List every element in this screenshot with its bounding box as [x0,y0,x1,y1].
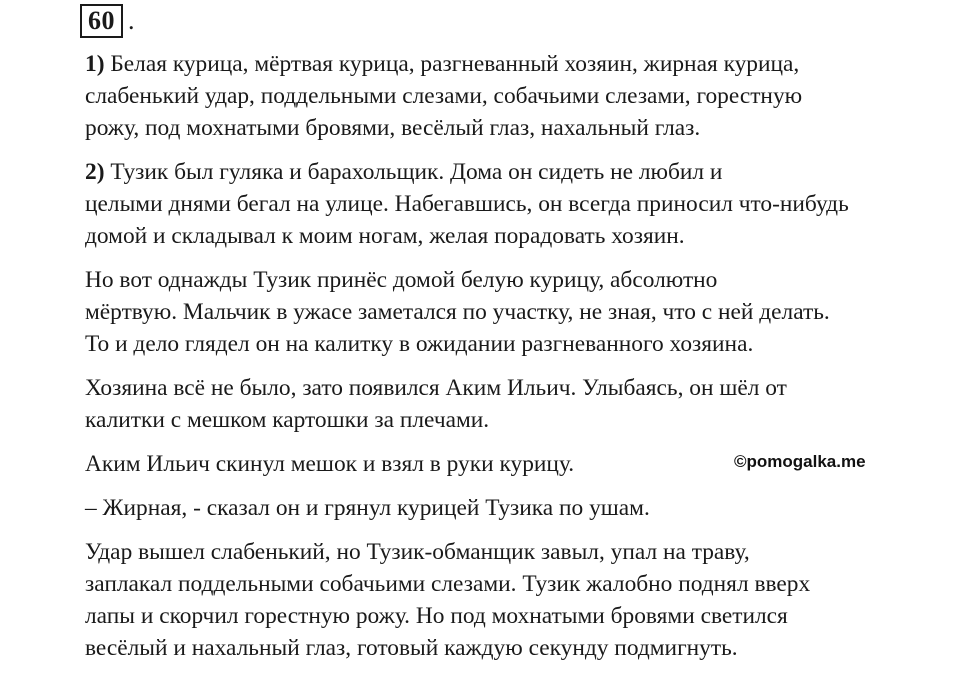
text-line: То и дело глядел он на калитку в ожидании разгневанного хозяина. [85,331,754,357]
text-line: целыми днями бегал на улице. Набегавшись, он всегда приносил что-нибудь [85,191,849,217]
paragraph-2 [12,156,942,252]
text-line: заплакал поддельными собачьими слезами. Тузик жалобно поднял вверх [85,571,811,597]
text-line: Белая курица, мёртвая курица, разгневанный хозяин, жирная курица, [104,51,800,77]
paragraph-6 [12,492,942,524]
paragraph-1 [12,48,942,144]
watermark: ©pomogalka.me [734,452,866,471]
text-line: рожу, под мохнатыми бровями, весёлый глаз, нахальный глаз. [85,115,701,141]
text-line: домой и складывал к моим ногам, желая порадовать хозяин. [85,223,685,249]
paragraph-3 [12,264,942,360]
text-line: Тузик был гуляка и барахольщик. Дома он сидеть не любил и [104,159,723,185]
text-line: Аким Ильич скинул мешок и взял в руки курицу. [85,451,575,477]
text-line: – Жирная, - сказал он и грянул курицей Тузика по ушам. [85,495,650,521]
text-line: Удар вышел слабенький, но Тузик-обманщик завыл, упал на траву, [85,539,750,565]
text-line: Хозяина всё не было, зато появился Аким Ильич. Улыбаясь, он шёл от [85,375,787,401]
paragraph-4 [12,372,942,436]
paragraph-marker: 2) [85,159,105,185]
text-line: лапы и скорчил горестную рожу. Но под мохнатыми бровями светился [85,603,788,629]
text-line: калитки с мешком картошки за плечами. [85,407,490,433]
text-line: Но вот однажды Тузик принёс домой белую курицу, абсолютно [85,267,718,293]
exercise-number-dot: . [128,6,135,35]
paragraph-marker: 1) [85,51,105,77]
exercise-body [12,48,942,676]
text-line: мёртвую. Мальчик в ужасе заметался по участку, не зная, что с ней делать. [85,299,830,325]
exercise-number-text: 60 [88,6,115,35]
text-line: весёлый и нахальный глаз, готовый каждую секунду подмигнуть. [85,635,738,661]
text-line: слабенький удар, поддельными слезами, собачьими слезами, горестную [85,83,803,109]
exercise-number [80,4,123,38]
paragraph-7 [12,536,942,664]
